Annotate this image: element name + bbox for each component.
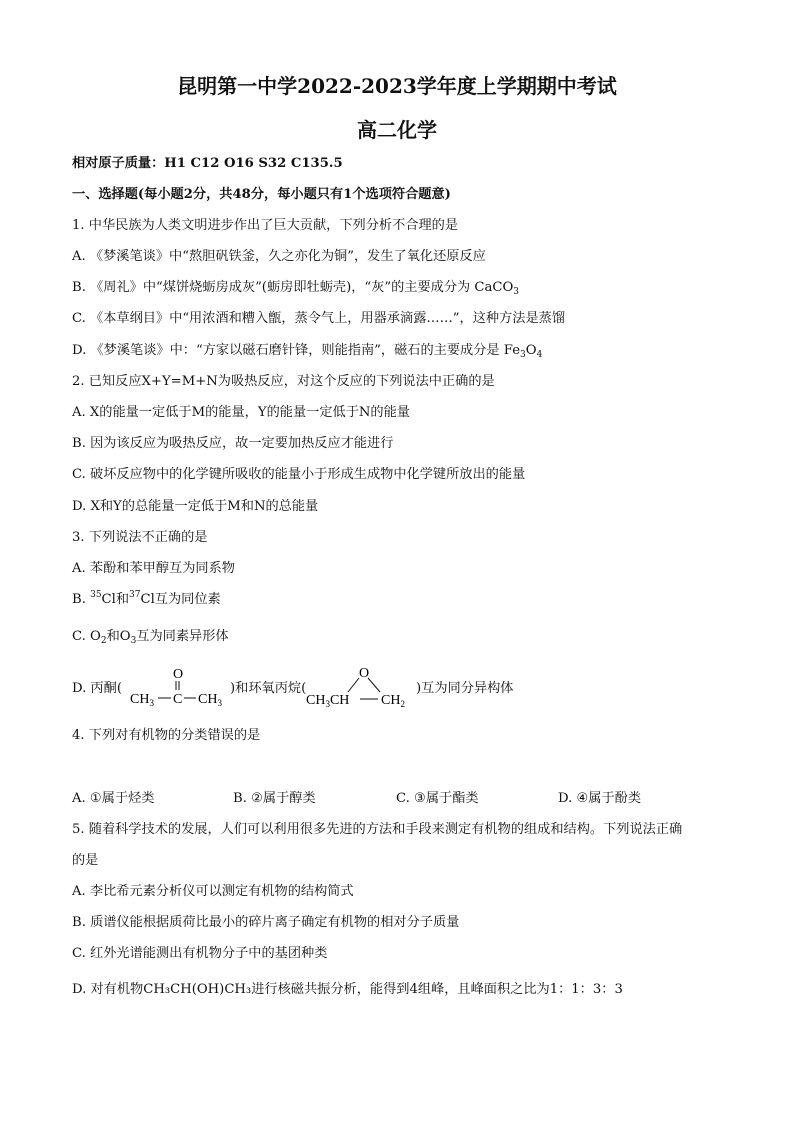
q4-stem: 4. 下列对有机物的分类错误的是 <box>72 728 261 743</box>
epoxide-oxygen: O <box>359 666 370 681</box>
acetone-structure <box>128 660 232 708</box>
q1-option-b: B. 《周礼》中“煤饼烧蛎房成灰”(蛎房即牡蛎壳)，“灰”的主要成分为 CaCO$_3$ <box>72 280 519 297</box>
exam-title: 昆明第一中学2022-2023学年度上学期期中考试 <box>177 74 617 98</box>
acetone-oxygen: O <box>173 667 184 682</box>
q3-stem: 3. 下列说法不正确的是 <box>72 530 208 545</box>
q3-option-b: B. $^{35}$Cl和$^{37}$Cl互为同位素 <box>72 590 221 607</box>
q5-stem-line2: 的是 <box>72 853 99 868</box>
q2-option-b: B. 因为该反应为吸热反应，故一定要加热反应才能进行 <box>72 436 394 451</box>
acetone-carbonyl-c: C <box>173 692 183 707</box>
atomic-mass-line: 相对原子质量：H1 C12 O16 S32 C135.5 <box>72 156 343 171</box>
epoxide-bond-o-left <box>348 678 359 692</box>
q5-stem-line1: 5. 随着科学技术的发展，人们可以利用很多先进的方法和手段来测定有机物的组成和结构。下列说法正确 <box>72 822 683 837</box>
q1-stem: 1. 中华民族为人类文明进步作出了巨大贡献，下列分析不合理的是 <box>72 218 459 233</box>
q4-option-d: D. ④属于酚类 <box>558 791 642 806</box>
exam-subject: 高二化学 <box>357 118 437 142</box>
q4-option-b: B. ②属于醇类 <box>233 791 316 806</box>
q5-option-a: A. 李比希元素分析仪可以测定有机物的结构简式 <box>72 884 354 899</box>
q5-option-c: C. 红外光谱能测出有机物分子中的基团种类 <box>72 946 328 961</box>
q5-option-b: B. 质谱仪能根据质荷比最小的碎片离子确定有机物的相对分子质量 <box>72 915 460 930</box>
acetone-ch3-right: $CH_3$ <box>198 692 222 708</box>
q2-option-a: A. X的能量一定低于M的能量，Y的能量一定低于N的能量 <box>72 405 410 420</box>
acetone-ch3-left: $CH_3$ <box>130 692 154 708</box>
q5-formula: CH₃CH(OH)CH₃ <box>143 982 252 997</box>
q1-option-a: A. 《梦溪笔谈》中“熬胆矾铁釜，久之亦化为铜”，发生了氧化还原反应 <box>72 249 486 264</box>
exam-page: 昆明第一中学2022-2023学年度上学期期中考试 高二化学 相对原子质量：H1 C12 O16 S32 C135.5 一、选择题(每小题2分，共48分，每小题只有1个选项符合题意) 1. 中华民族为人类文明进步作出了巨大贡献，下列分析不合理的是 A. 《梦溪笔谈》中“熬胆矾铁釜，久之亦化为铜”，发生了氧化还原反应 B. 《周礼》中“煤饼烧蛎房成灰”(蛎房即牡蛎壳)，“灰”的主要成分为 CaCO$_3$ C. 《本草纲目》中“用浓酒和糟入甑，蒸令气上，用器承滴露……”，这种方法是蒸馏 D. 《梦溪笔谈》中：“方家以磁石磨针锋，则能指南”，磁石的主要成分是 $Fe_3O_4$ 2. 已知反应X+Y=M+N为吸热反应，对这个反应的下列说法中正确的是 A. X的能量一定低于M的能量，Y的能量一定低于N的能量 B. 因为该反应为吸热反应，故一定要加热反应才能进行 C. 破坏反应物中的化学键所吸收的能量小于形成生成物中化学键所放出的能量 D. X和Y的总能量一定低于M和N的总能量 3. 下列说法不正确的是 A. 苯酚和苯甲醇互为同系物 B. $^{35}$Cl和$^{37}$Cl互为同位素 C. $O_2$和$O_3$互为同素异形体 D. 丙酮( O $CH_3$ C $CH_3$ )和环氧丙烷( O $CH_3CH$ $CH_2$ )互为同分异构体 4. 下列对有机物的分类错误的是 A. ①属于烃类 B. ②属于醇类 C. ③属于酯类 D. ④属于酚类 5. 随着科学技术的发展，人们可以利用很多先进的方法和手段来测定有机物的组成和结构。下列说法正确 的是 A. 李比希元素分析仪可以测定有机物的结构简式 B. 质谱仪能根据质荷比最小的碎片离子确定有机物的相对分子质量 C. 红外光谱能测出有机物分子中的基团种类 D. 对有机物CH₃CH(OH)CH₃进行核磁共振分析，能得到4组峰，且峰面积之比为1：1：3：3 <box>0 0 794 1123</box>
section-heading: 一、选择题(每小题2分，共48分，每小题只有1个选项符合题意) <box>72 187 451 202</box>
q2-option-c: C. 破坏反应物中的化学键所吸收的能量小于形成生成物中化学键所放出的能量 <box>72 467 526 482</box>
q2-stem: 2. 已知反应X+Y=M+N为吸热反应，对这个反应的下列说法中正确的是 <box>72 374 495 389</box>
q2-option-d: D. X和Y的总能量一定低于M和N的总能量 <box>72 499 319 514</box>
q3-option-a: A. 苯酚和苯甲醇互为同系物 <box>72 561 235 576</box>
epoxide-ch2: $CH_2$ <box>381 693 405 708</box>
q5-option-d: D. 对有机物CH₃CH(OH)CH₃进行核磁共振分析，能得到4组峰，且峰面积之比为1：1：3：3 <box>72 982 623 997</box>
q1-option-d: D. 《梦溪笔谈》中：“方家以磁石磨针锋，则能指南”，磁石的主要成分是 $Fe_3O_4$ <box>72 343 543 360</box>
epoxide-ch3ch: $CH_3CH$ <box>306 693 350 708</box>
epoxide-bond-o-right <box>368 678 380 692</box>
q4-option-a: A. ①属于烃类 <box>72 791 155 806</box>
q4-option-c: C. ③属于酯类 <box>396 791 479 806</box>
epoxypropane-structure <box>304 660 416 708</box>
q1-option-c: C. 《本草纲目》中“用浓酒和糟入甑，蒸令气上，用器承滴露……”，这种方法是蒸馏 <box>72 311 566 326</box>
q3-option-c: C. $O_2$和$O_3$互为同素异形体 <box>72 629 229 646</box>
